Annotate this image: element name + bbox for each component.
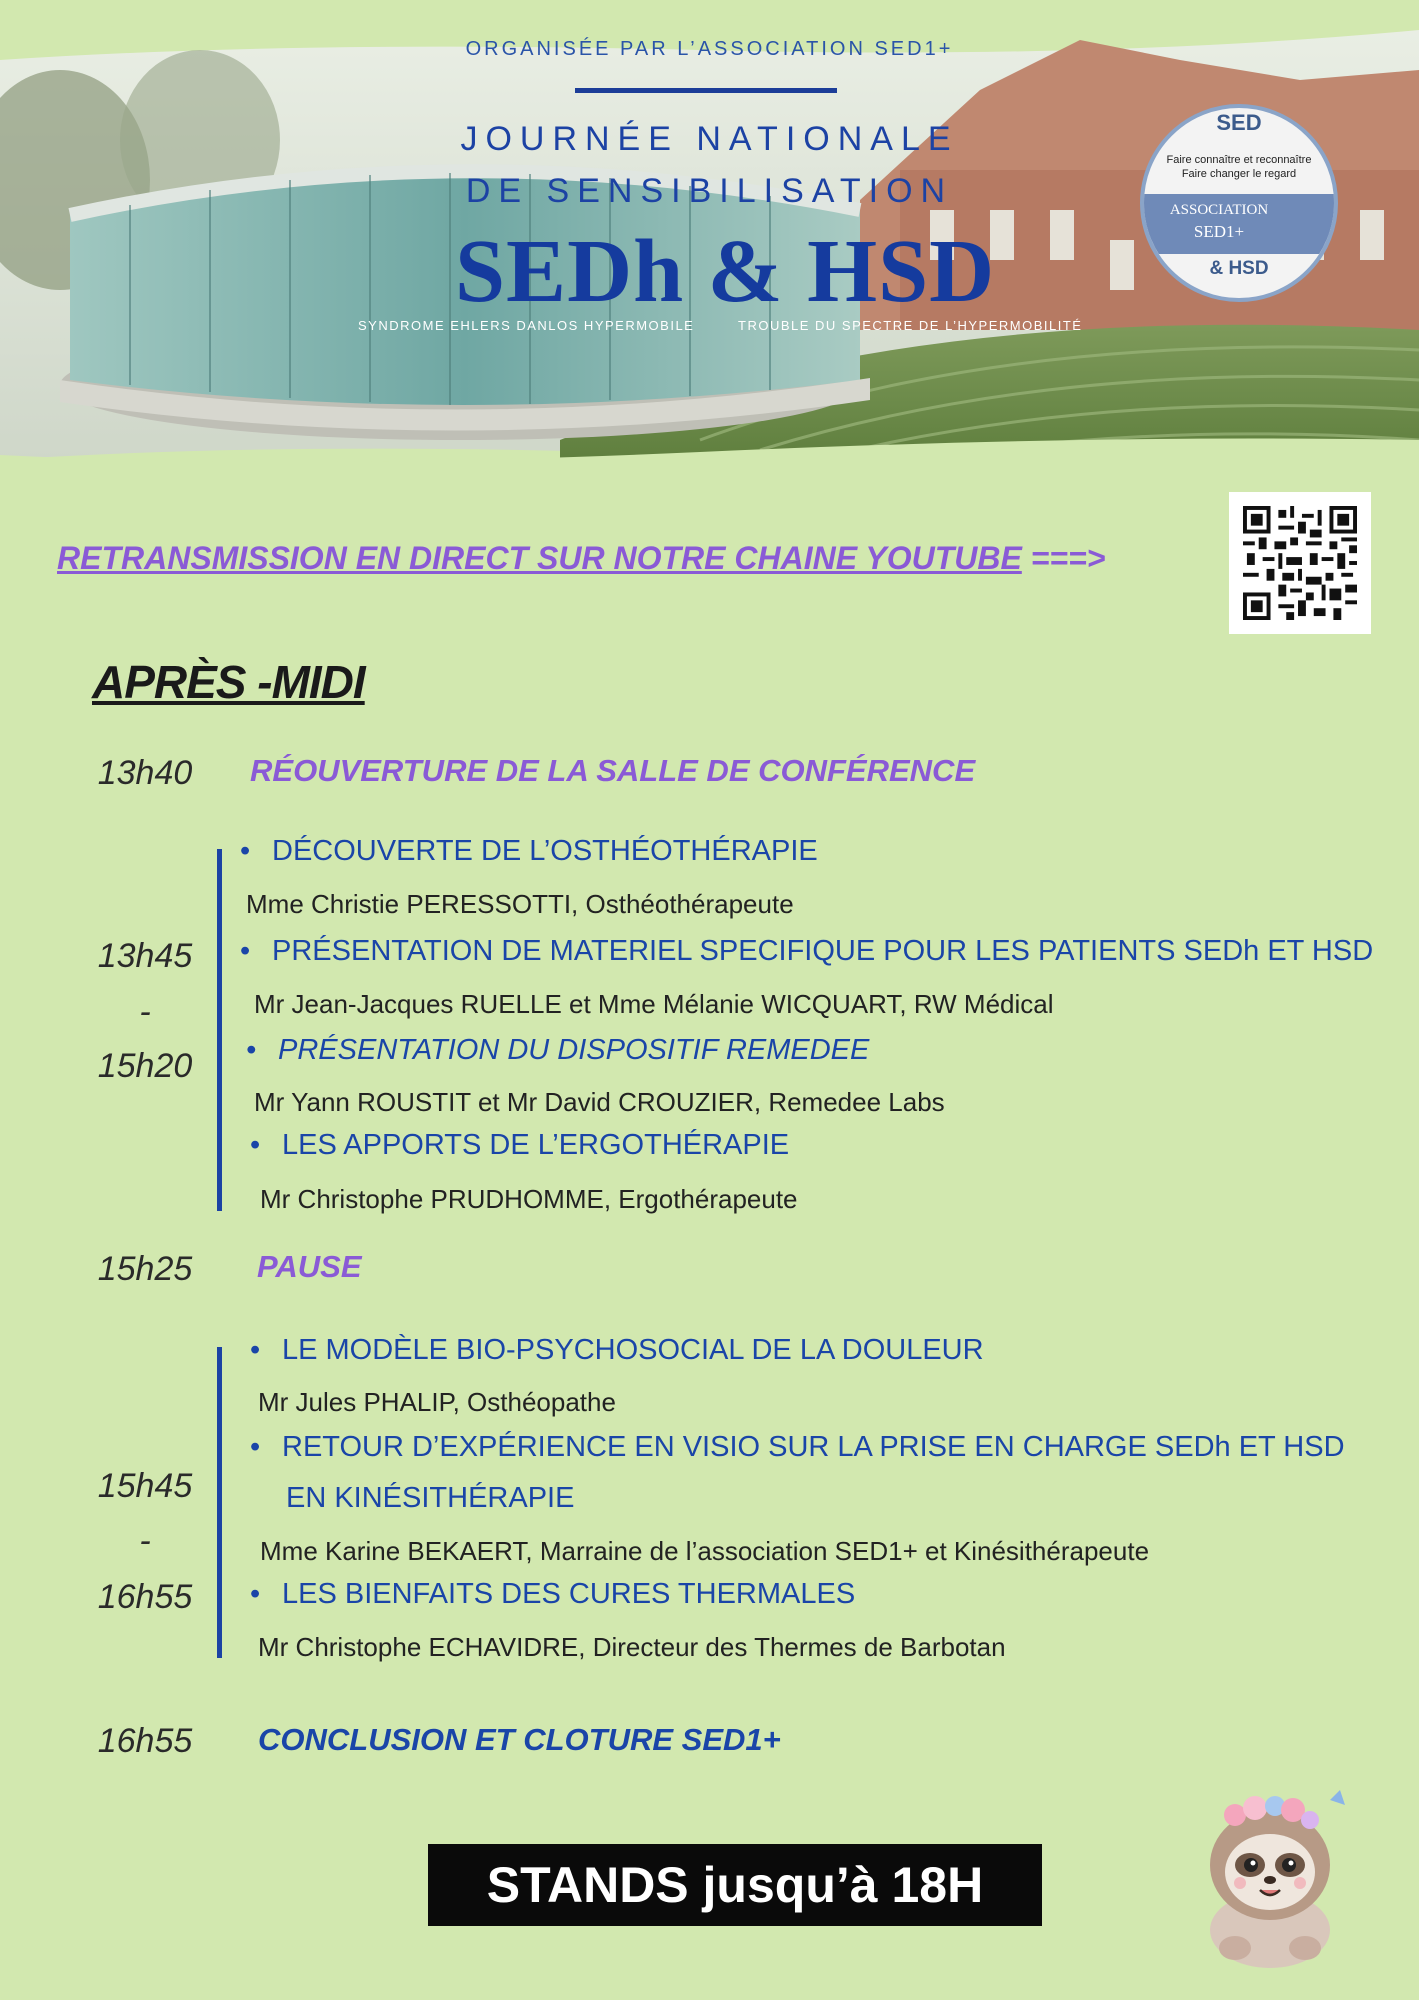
block2-end: 16h55 bbox=[97, 1578, 193, 1616]
speaker: Mr Jean-Jacques RUELLE et Mme Mélanie WICQUART, RW Médical bbox=[254, 989, 1054, 1019]
speaker: Mme Karine BEKAERT, Marraine de l’association SED1+ et Kinésithérapeute bbox=[260, 1536, 1150, 1566]
item-title: LES APPORTS DE L’ERGOTHÉRAPIE bbox=[282, 1129, 790, 1161]
item-title: PRÉSENTATION DU DISPOSITIF REMEDEE bbox=[278, 1034, 870, 1066]
qr-code-icon bbox=[1243, 506, 1357, 620]
speaker: Mr Yann ROUSTIT et Mr David CROUZIER, Remedee Labs bbox=[254, 1087, 945, 1117]
title-line1: JOURNÉE NATIONALE bbox=[460, 120, 959, 158]
logo-tagline1: Faire connaître et reconnaître bbox=[1166, 154, 1312, 166]
subtitle-left: SYNDROME EHLERS DANLOS HYPERMOBILE bbox=[358, 318, 695, 333]
sloth-illustration bbox=[1180, 1780, 1360, 1970]
item-title: LES BIENFAITS DES CURES THERMALES bbox=[282, 1578, 856, 1610]
heading-reopening: RÉOUVERTURE DE LA SALLE DE CONFÉRENCE bbox=[250, 753, 976, 788]
live-stream-line bbox=[57, 540, 1105, 577]
speaker: Mr Jules PHALIP, Osthéopathe bbox=[258, 1387, 616, 1417]
agenda-item bbox=[250, 1578, 855, 1611]
bullet: • bbox=[240, 835, 251, 867]
speaker: Mr Christophe PRUDHOMME, Ergothérapeute bbox=[260, 1184, 798, 1214]
stands-banner: STANDS jusqu’à 18H bbox=[428, 1844, 1042, 1926]
heading-conclusion: CONCLUSION ET CLOTURE SED1+ bbox=[258, 1722, 781, 1757]
agenda-item bbox=[250, 1129, 789, 1162]
qr-code[interactable] bbox=[1229, 492, 1371, 634]
item-title: PRÉSENTATION DE MATERIEL SPECIFIQUE POUR LES PATIENTS SEDh ET HSD bbox=[272, 935, 1374, 967]
agenda-item bbox=[250, 1431, 1345, 1464]
title-main: SEDh & HSD bbox=[455, 222, 996, 321]
block2-dash: - bbox=[139, 1522, 151, 1560]
item-title: RETOUR D’EXPÉRIENCE EN VISIO SUR LA PRISE EN CHARGE SEDh ET HSD bbox=[282, 1431, 1345, 1463]
block2-bar bbox=[217, 1347, 222, 1658]
bullet: • bbox=[250, 1431, 261, 1463]
time-13h40: 13h40 bbox=[97, 754, 193, 792]
subtitle-right: TROUBLE DU SPECTRE DE L’HYPERMOBILITÉ bbox=[738, 318, 1083, 333]
arrow-text: ===> bbox=[1021, 540, 1106, 576]
item-title: LE MODÈLE BIO-PSYCHOSOCIAL DE LA DOULEUR bbox=[282, 1334, 984, 1366]
item-title-continued: EN KINÉSITHÉRAPIE bbox=[286, 1482, 575, 1514]
logo-bottom: & HSD bbox=[1209, 258, 1269, 279]
association-logo bbox=[1140, 104, 1338, 302]
time-15h25: 15h25 bbox=[97, 1250, 193, 1288]
logo-top: SED bbox=[1216, 110, 1262, 135]
title-line2: DE SENSIBILISATION bbox=[465, 172, 954, 210]
bullet: • bbox=[246, 1034, 257, 1066]
logo-assoc1: ASSOCIATION bbox=[1169, 202, 1269, 218]
time-16h55: 16h55 bbox=[97, 1722, 193, 1760]
heading-pause: PAUSE bbox=[257, 1249, 362, 1284]
agenda-item bbox=[240, 935, 1373, 968]
block1-end: 15h20 bbox=[97, 1047, 193, 1085]
block1-dash: - bbox=[139, 993, 151, 1031]
youtube-link[interactable]: RETRANSMISSION EN DIRECT SUR NOTRE CHAINE YOUTUBE bbox=[57, 540, 1022, 576]
block1-start: 13h45 bbox=[97, 937, 193, 975]
bullet: • bbox=[250, 1334, 261, 1366]
speaker: Mr Christophe ECHAVIDRE, Directeur des Thermes de Barbotan bbox=[258, 1632, 1006, 1662]
bullet: • bbox=[240, 935, 251, 967]
organizer-text: ORGANISÉE PAR L’ASSOCIATION SED1+ bbox=[465, 38, 954, 60]
logo-tagline2: Faire changer le regard bbox=[1181, 168, 1297, 180]
item-title: DÉCOUVERTE DE L’OSTHÉOTHÉRAPIE bbox=[272, 835, 818, 867]
bullet: • bbox=[250, 1578, 261, 1610]
speaker: Mme Christie PERESSOTTI, Osthéothérapeute bbox=[246, 889, 794, 919]
block1-bar bbox=[217, 849, 222, 1211]
block2-start: 15h45 bbox=[97, 1467, 193, 1505]
agenda-item bbox=[240, 835, 818, 868]
agenda-item bbox=[250, 1334, 984, 1367]
section-title: APRÈS -MIDI bbox=[92, 656, 365, 708]
logo-assoc2: SED1+ bbox=[1193, 222, 1245, 241]
divider bbox=[575, 88, 837, 93]
bullet: • bbox=[250, 1129, 261, 1161]
agenda-item bbox=[246, 1034, 869, 1067]
